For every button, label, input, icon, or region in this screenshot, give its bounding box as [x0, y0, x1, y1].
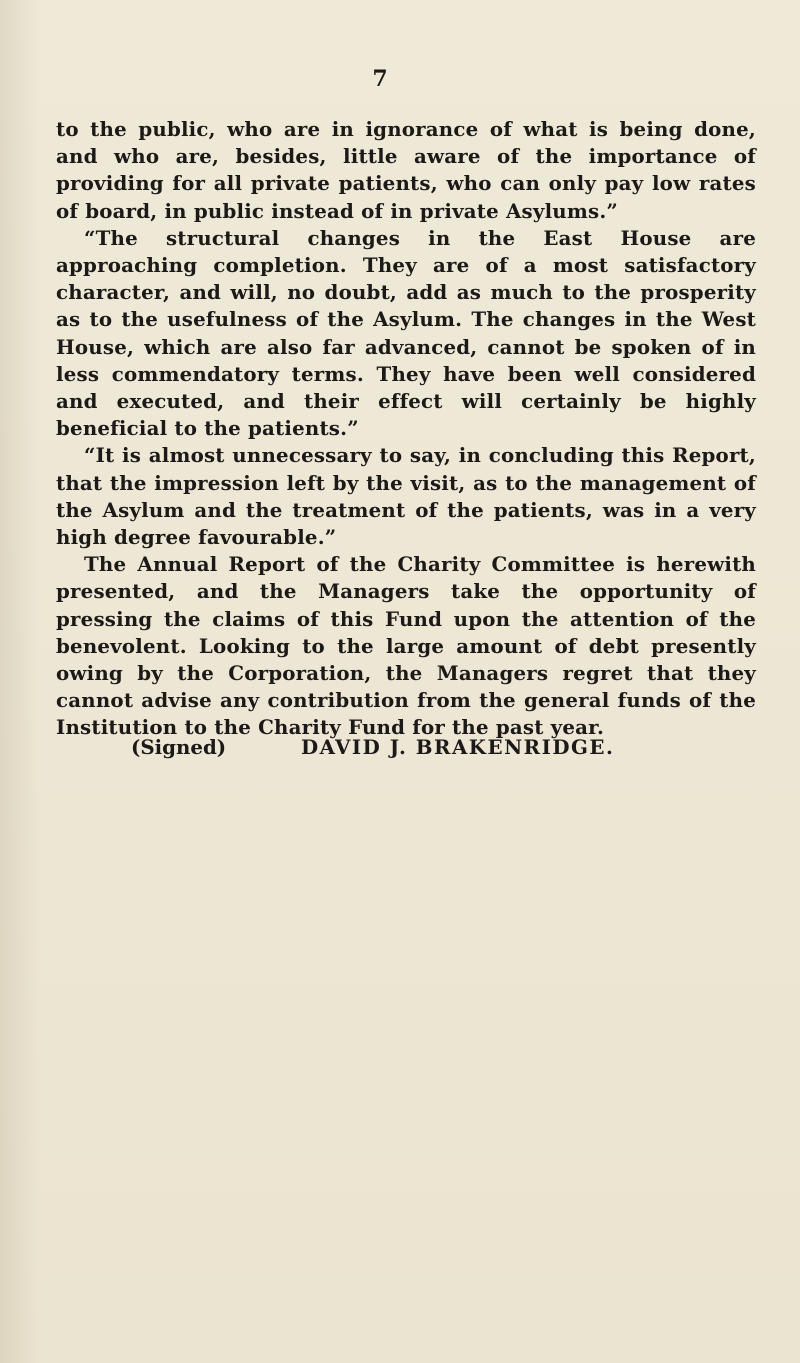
body-text: [56, 116, 756, 742]
signatory-name: DAVID J. BRAKENRIDGE.: [301, 735, 615, 759]
paragraph-concluding: “It is almost unnecessary to say, in concluding this Report, that the impression left by the visit, as to the management of the Asylum and the treatment of the patients, was in a very high degree favourable.”: [56, 443, 756, 550]
paragraph-structural-changes: “The structural changes in the East House are approaching completion. They are of a most satisfactory character, and will, no doubt, add as much to the prosperity as to the usefulness of the Asylum. The changes in the West House, which are also far advanced, cannot be spoken of in less commendatory terms. They have been well considered and executed, and their effect will certainly be highly beneficial to the patients.”: [56, 225, 756, 441]
paragraph-continuation: to the public, who are in ignorance of what is being done, and who are, besides, little aware of the importance of providing for all private patients, who can only pay low rates of board, in public instead of in private Asylums.”: [56, 117, 756, 223]
signed-label: (Signed): [131, 735, 227, 759]
signature-line: [131, 735, 614, 759]
paragraph-charity-committee: The Annual Report of the Charity Committee is herewith presented, and the Managers take the opportunity of pressing the claims of this Fund upon the attention of the benevolent. Looking to the large amount of debt presently owing by the Corporation, the Managers regret that they cannot advise any contribution from the general funds of the Institution to the Charity Fund for the past year.: [56, 552, 756, 740]
page-number: 7: [372, 66, 388, 92]
